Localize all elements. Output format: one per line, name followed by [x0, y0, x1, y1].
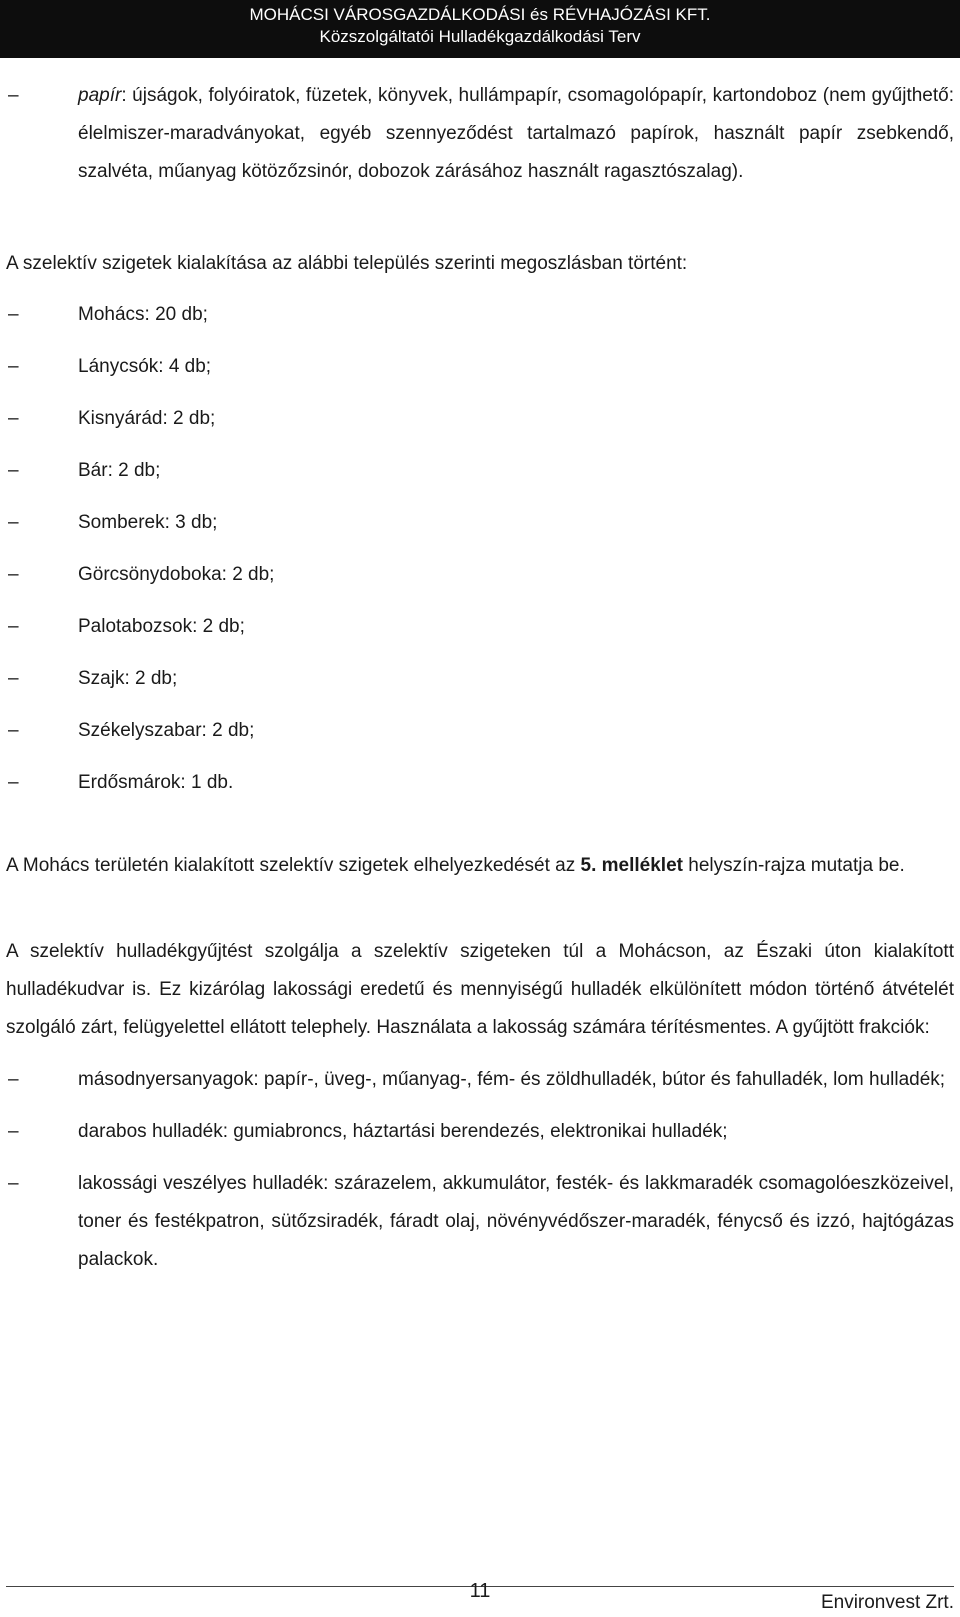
waste-yard-paragraph: A szelektív hulladékgyűjtést szolgálja a szelektív szigeteken túl a Mohácson, az Északi úton kialakított hulladékudvar is. Ez kizárólag lakossági eredetű és mennyiségű hulladék elkülönített módon történő átvételét szolgáló zárt, felügyelettel ellátott telephely. Használata a lakosság számára térítésmentes. A gyűjtött frakciók:	[6, 941, 954, 1038]
header-document-title: Közszolgáltatói Hulladékgazdálkodási Terv	[319, 27, 641, 46]
town-item	[6, 705, 954, 757]
dash-bullet: –	[8, 460, 19, 481]
dash-bullet: –	[8, 616, 19, 637]
dash-bullet: –	[8, 512, 19, 533]
paper-item-text	[78, 77, 954, 191]
fraction-item	[6, 1165, 954, 1279]
page-content	[6, 77, 954, 1279]
page-header	[0, 0, 960, 58]
town-label: Erdősmárok: 1 db.	[78, 772, 234, 793]
town-item	[6, 341, 954, 393]
town-label: Szajk: 2 db;	[78, 668, 178, 689]
town-label: Székelyszabar: 2 db;	[78, 720, 255, 741]
town-item	[6, 601, 954, 653]
dash-bullet: –	[8, 85, 19, 106]
town-label: Kisnyárád: 2 db;	[78, 408, 216, 429]
fraction-text: darabos hulladék: gumiabroncs, háztartási berendezés, elektronikai hulladék;	[78, 1121, 728, 1142]
town-label: Somberek: 3 db;	[78, 512, 218, 533]
dash-bullet: –	[8, 1173, 19, 1194]
page-number: 11	[469, 1580, 491, 1602]
dash-bullet: –	[8, 304, 19, 325]
town-item	[6, 757, 954, 809]
town-label: Palotabozsok: 2 db;	[78, 616, 245, 637]
town-label: Lánycsók: 4 db;	[78, 356, 212, 377]
town-label: Bár: 2 db;	[78, 460, 161, 481]
dash-bullet: –	[8, 772, 19, 793]
fractions-list	[6, 1061, 954, 1279]
town-item	[6, 653, 954, 705]
town-item	[6, 393, 954, 445]
town-item	[6, 445, 954, 497]
dash-bullet: –	[8, 668, 19, 689]
dash-bullet: –	[8, 356, 19, 377]
dash-bullet: –	[8, 408, 19, 429]
footer-company: Environvest Zrt.	[820, 1592, 954, 1613]
dash-bullet: –	[8, 1121, 19, 1142]
map-paragraph-start: A Mohács területén kialakított szelektív szigetek elhelyezkedését az	[6, 855, 581, 876]
dash-bullet: –	[8, 720, 19, 741]
town-item	[6, 549, 954, 601]
town-label: Mohács: 20 db;	[78, 304, 208, 325]
fraction-text: másodnyersanyagok: papír-, üveg-, műanyag-, fém- és zöldhulladék, bútor és fahulladék, lom hulladék;	[78, 1069, 946, 1090]
town-label: Görcsönydoboka: 2 db;	[78, 564, 275, 585]
paper-term: papír	[78, 85, 122, 106]
town-item	[6, 497, 954, 549]
paper-list-item	[6, 77, 954, 191]
fraction-item	[6, 1061, 954, 1099]
annex-reference: 5. melléklet	[580, 855, 683, 876]
fraction-text: lakossági veszélyes hulladék: szárazelem, akkumulátor, festék- és lakkmaradék csomagolóeszközeivel, toner és festékpatron, sütőzsiradék, fáradt olaj, növényvédőszer-maradék, fénycső és izzó, hajtógázas palackok.	[78, 1173, 954, 1270]
dash-bullet: –	[8, 564, 19, 585]
towns-intro: A szelektív szigetek kialakítása az alábbi település szerinti megoszlásban történt:	[6, 253, 688, 274]
map-paragraph-end: helyszín-rajza mutatja be.	[682, 855, 905, 876]
town-item	[6, 289, 954, 341]
towns-list	[6, 289, 954, 809]
fraction-item	[6, 1113, 954, 1151]
map-reference-paragraph	[6, 847, 954, 885]
header-company-name: MOHÁCSI VÁROSGAZDÁLKODÁSI és RÉVHAJÓZÁSI KFT.	[249, 5, 711, 24]
dash-bullet: –	[8, 1069, 19, 1090]
paper-description: : újságok, folyóiratok, füzetek, könyvek, hullámpapír, csomagolópapír, kartondoboz (nem gyűjthető: élelmiszer-maradványokat, egyéb szennyeződést tartalmazó papírok, használt papír zsebkendő, szalvéta, műanyag kötözőzsinór, dobozok zárásához használt ragasztószalag).	[78, 85, 954, 182]
